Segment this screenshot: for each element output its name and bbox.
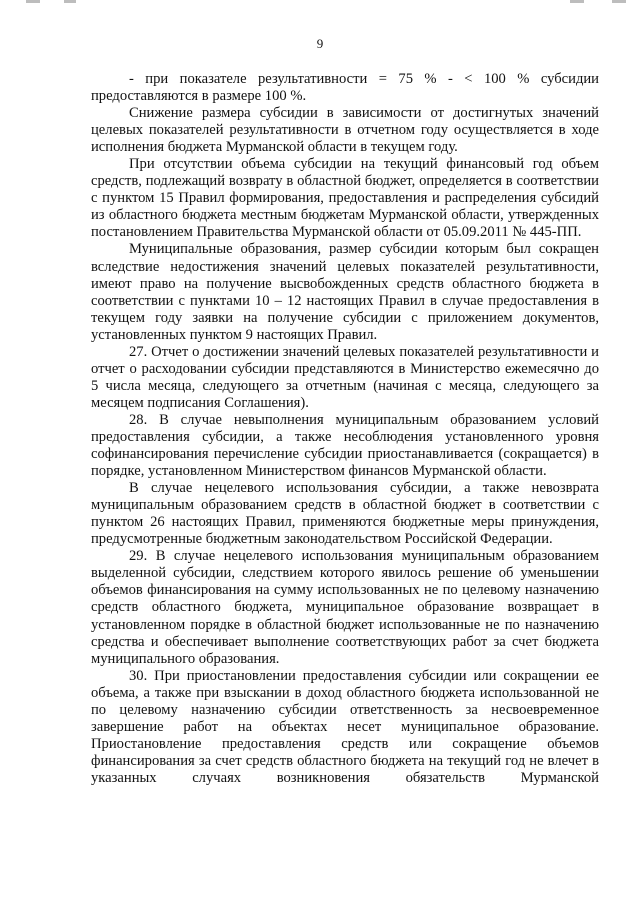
paragraph: В случае нецелевого использования субсидии, а также невозврата муниципальным образованием средств в областной бюджет в соответствии с пунктом 26 настоящих Правил, применяются бюджетные меры принуждения, предусмотренные бюджетным законодательством Российской Федерации. bbox=[91, 480, 599, 548]
paragraph: Муниципальные образования, размер субсидии которым был сокращен вследствие недостижения значений целевых показателей результативности, имеют право на получение высвобожденных средств областного бюджета в соответствии с пунктами 10 – 12 настоящих Правил в случае предоставления в текущем году заявки на получение субсидии с приложением документов, установленных пунктом 9 настоящих Правил. bbox=[91, 241, 599, 343]
paragraph: 27. Отчет о достижении значений целевых показателей результативности и отчет о расходовании субсидии представляются в Министерство ежемесячно до 5 числа месяца, следующего за отчетным (начиная с месяца, следующего за месяцем подписания Соглашения). bbox=[91, 343, 599, 411]
paragraph: При отсутствии объема субсидии на текущий финансовый год объем средств, подлежащий возврату в областной бюджет, определяется в соответствии с пунктом 15 Правил формирования, предоставления и распределения субсидий из областного бюджета местным бюджетам Мурманской области, утвержденных постановлением Правительства Мурманской области от 05.09.2011 № 445-ПП. bbox=[91, 156, 599, 241]
paragraph: 29. В случае нецелевого использования муниципальным образованием выделенной субсидии, следствием которого явилось решение об уменьшении объемов финансирования на сумму использованных не по целевому назначению средств областного бюджета, муниципальное образование возвращает в установленном порядке в областной бюджет использованные не по назначению средства и обеспечивает выполнение соответствующих работ за счет бюджета муниципального образования. bbox=[91, 548, 599, 667]
scan-mark bbox=[570, 0, 584, 3]
scan-mark bbox=[64, 0, 76, 3]
document-body bbox=[91, 71, 599, 787]
scan-mark bbox=[26, 0, 40, 3]
scan-mark bbox=[612, 0, 626, 3]
paragraph: 28. В случае невыполнения муниципальным образованием условий предоставления субсидии, а также несоблюдения установленного уровня софинансирования перечисление субсидии приостанавливается (сокращается) в порядке, установленном Министерством финансов Мурманской области. bbox=[91, 411, 599, 480]
paragraph: Снижение размера субсидии в зависимости от достигнутых значений целевых показателей результативности в отчетном году осуществляется в ходе исполнения бюджета Мурманской области в текущем году. bbox=[91, 105, 599, 156]
page-number: 9 bbox=[316, 36, 324, 51]
paragraph: - при показателе результативности = 75 % - < 100 % субсидии предоставляются в размере 100 %. bbox=[91, 71, 599, 105]
paragraph: 30. При приостановлении предоставления субсидии или сокращении ее объема, а также при взыскании в доход областного бюджета использованной не по целевому назначению субсидии ответственность за несвоевременное завершение работ на объектах несет муниципальное образование. Приостановление предоставления средств или сокращение объемов финансирования за счет средств областного бюджета на текущий год не влечет в указанных случаях возникновения обязательств Мурманской bbox=[91, 667, 599, 786]
